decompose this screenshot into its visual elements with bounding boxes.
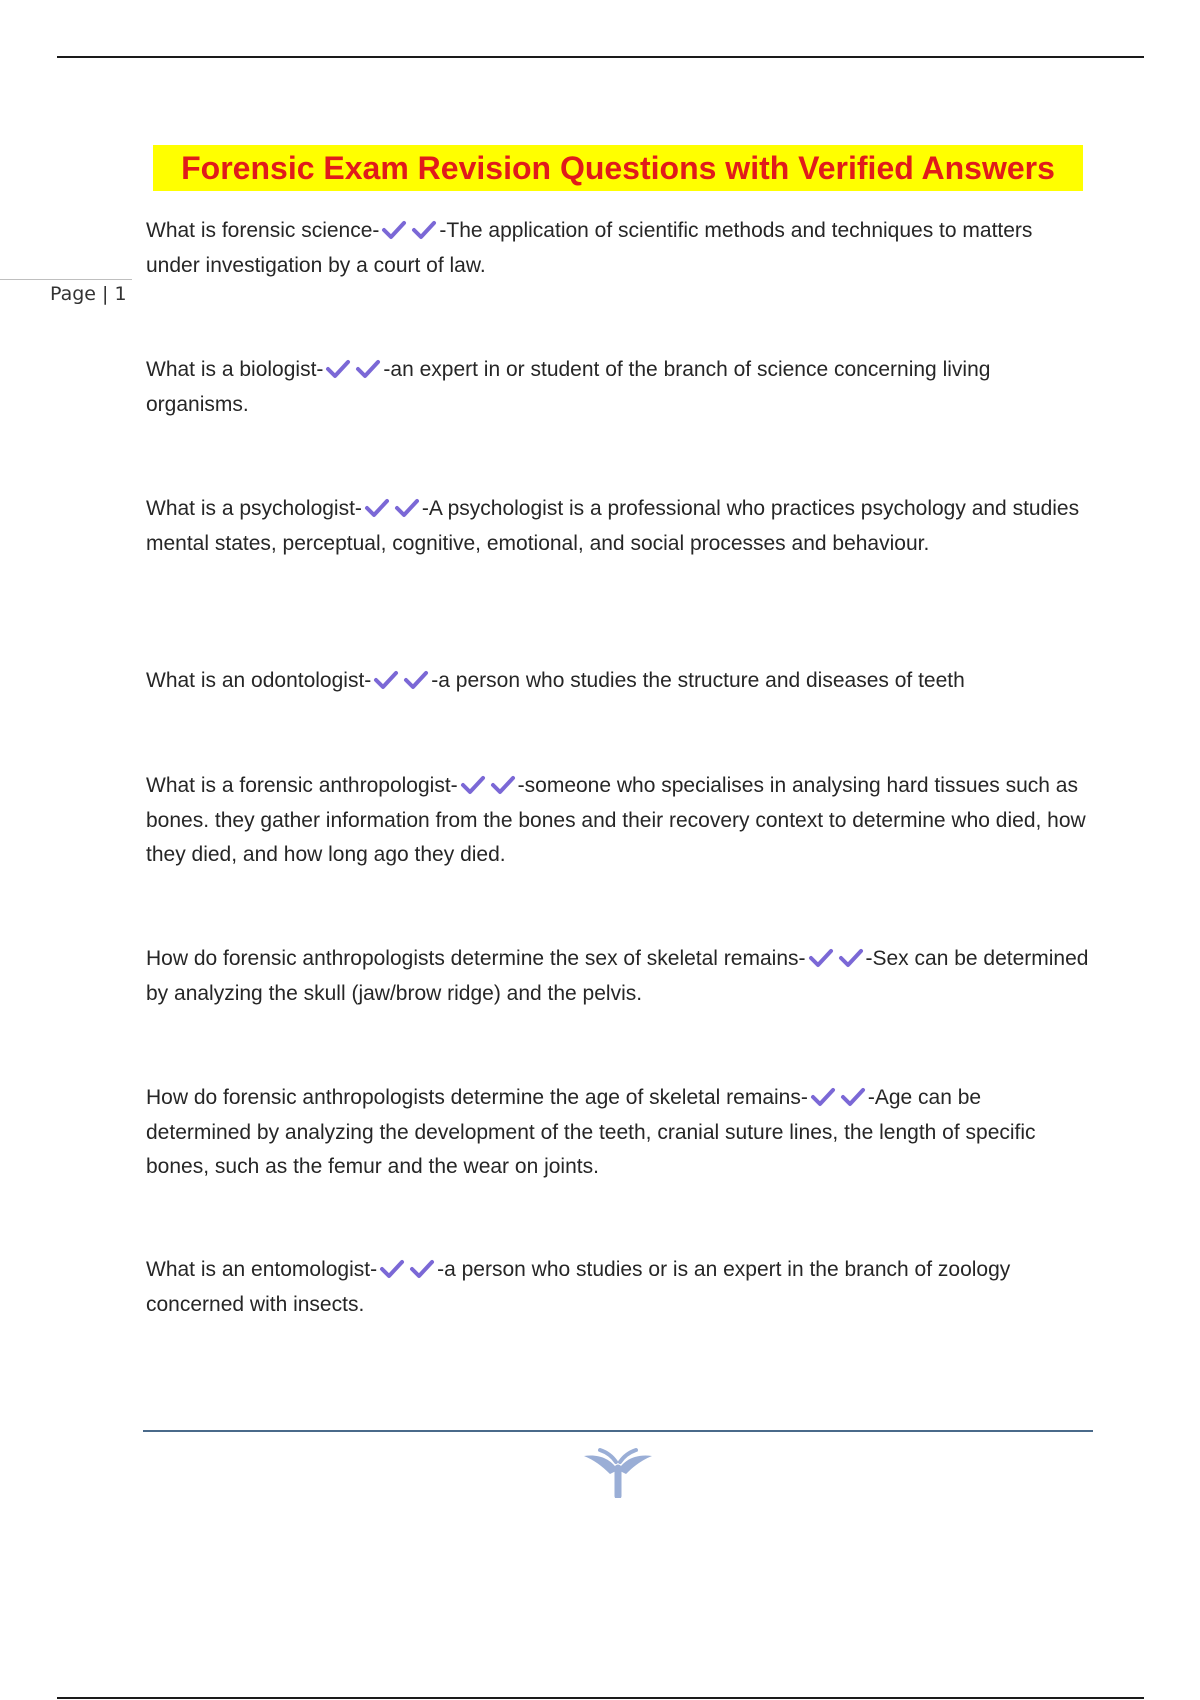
question-text: What is an entomologist-	[146, 1258, 378, 1281]
checkmark-icon	[394, 498, 420, 518]
answer-text: -a person who studies the structure and diseases of teeth	[431, 669, 965, 692]
question-text: What is a forensic anthropologist-	[146, 774, 458, 797]
question-text: How do forensic anthropologists determine the sex of skeletal remains-	[146, 947, 806, 970]
checkmark-icon	[838, 948, 864, 968]
answer-text: -someone who specialises in analysing hard tissues such as bones. they gather information from the bones and their recovery context to determine who died, how they died, and how long ago they died.	[146, 774, 1086, 866]
answer-text: -A psychologist is a professional who practices psychology and studies mental states, perceptual, cognitive, emotional, and social processes and behaviour.	[146, 497, 1080, 555]
question-text: What is a psychologist-	[146, 497, 362, 520]
question-text: What is forensic science-	[146, 219, 380, 242]
checkmark-icon	[808, 948, 834, 968]
top-border-line	[57, 56, 1144, 58]
checkmark-icon	[490, 775, 516, 795]
checkmark-icon	[403, 670, 429, 690]
title-highlight	[153, 145, 1083, 191]
document-title: Forensic Exam Revision Questions with Verified Answers	[181, 149, 1055, 186]
checkmark-icon	[364, 498, 390, 518]
checkmark-icon	[381, 220, 407, 240]
qa-item	[146, 1081, 1091, 1185]
plant-sprout-icon	[580, 1446, 656, 1498]
question-text: What is a biologist-	[146, 358, 324, 381]
page-number-label: Page | 1	[50, 283, 127, 305]
checkmark-icon	[810, 1087, 836, 1107]
question-text: How do forensic anthropologists determine the age of skeletal remains-	[146, 1086, 808, 1109]
qa-item	[146, 664, 1091, 699]
qa-item	[146, 942, 1091, 1011]
qa-item	[146, 1253, 1091, 1322]
qa-item	[146, 492, 1091, 561]
footer-divider	[143, 1430, 1093, 1432]
checkmark-icon	[460, 775, 486, 795]
checkmark-icon	[840, 1087, 866, 1107]
answer-text: -a person who studies or is an expert in the branch of zoology concerned with insects.	[146, 1258, 1011, 1316]
answer-text: -Sex can be determined by analyzing the skull (jaw/brow ridge) and the pelvis.	[146, 947, 1089, 1005]
checkmark-icon	[373, 670, 399, 690]
question-text: What is an odontologist-	[146, 669, 372, 692]
page-label-divider	[0, 279, 132, 280]
qa-item	[146, 769, 1091, 873]
qa-item	[146, 214, 1091, 283]
checkmark-icon	[355, 359, 381, 379]
checkmark-icon	[379, 1259, 405, 1279]
checkmark-icon	[325, 359, 351, 379]
answer-text: -The application of scientific methods and techniques to matters under investigation by a court of law.	[146, 219, 1033, 277]
answer-text: -an expert in or student of the branch of science concerning living organisms.	[146, 358, 991, 416]
checkmark-icon	[409, 1259, 435, 1279]
answer-text: -Age can be determined by analyzing the development of the teeth, cranial suture lines, the length of specific bones, such as the femur and the wear on joints.	[146, 1086, 1036, 1178]
bottom-border-line	[57, 1697, 1144, 1699]
qa-item	[146, 353, 1091, 422]
checkmark-icon	[411, 220, 437, 240]
